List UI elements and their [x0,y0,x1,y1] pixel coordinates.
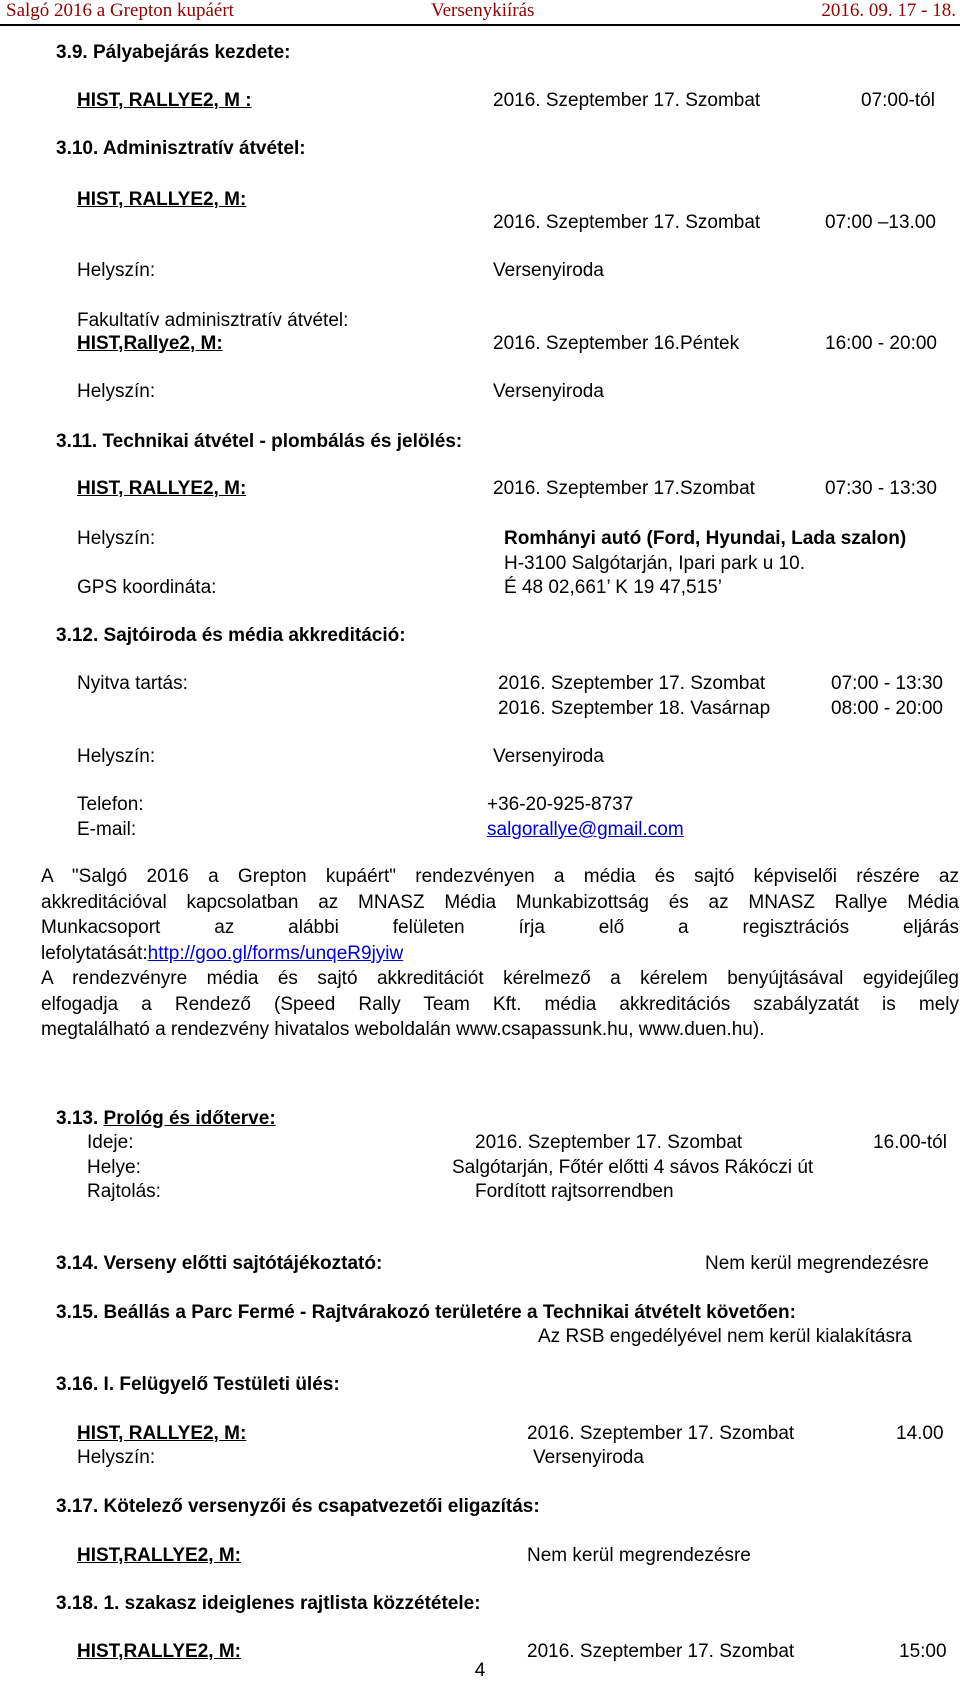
paragraph-line: elfogadja a Rendező (Speed Rally Team Kft. média akkreditációs szabályzatát is mely [41,993,959,1015]
where-label: Helye: [87,1157,141,1178]
media-accreditation-paragraph [41,864,959,1043]
where-value: Salgótarján, Főtér előtti 4 sávos Rákóczi út [452,1157,814,1178]
category-label: HIST,RALLYE2, M: [77,1545,241,1566]
time-value: 14.00 [896,1423,944,1444]
section-heading-3-16: 3.16. I. Felügyelő Testületi ülés: [56,1374,340,1395]
gps-label: GPS koordináta: [77,577,217,598]
section-heading-3-18: 3.18. 1. szakasz ideiglenes rajtlista közzététele: [56,1593,481,1614]
paragraph-line: megtalálható a rendezvény hivatalos weboldalán www.csapassunk.hu, www.duen.hu). [41,1019,765,1040]
category-label: HIST, RALLYE2, M: [77,189,247,210]
start-value: Fordított rajtsorrendben [475,1181,674,1202]
place-label: Helyszín: [77,746,156,767]
section-heading-3-14: 3.14. Verseny előtti sajtótájékoztató: [56,1253,383,1274]
date-value: 2016. Szeptember 17. Szombat [493,212,761,233]
section-heading-3-9: 3.9. Pályabejárás kezdete: [56,42,291,63]
paragraph-line: A rendezvényre média és sajtó akkreditációt kérelmező a kérelem benyújtásával egyidejűleg [41,968,959,989]
time-value: 15:00 [899,1641,947,1662]
header-left: Salgó 2016 a Grepton kupáért [6,0,234,21]
date-value: 2016. Szeptember 17. Szombat [527,1423,795,1444]
section-heading-3-12: 3.12. Sajtóiroda és média akkreditáció: [56,625,406,646]
time-value: 07:00-tól [861,90,935,111]
place-label: Helyszín: [77,381,156,402]
email-link[interactable]: salgorallye@gmail.com [487,819,684,840]
start-label: Rajtolás: [87,1181,161,1202]
optional-admin-heading: Fakultatív adminisztratív átvétel: [77,310,349,331]
email-label: E-mail: [77,819,137,840]
place-value: Versenyiroda [493,260,604,281]
when-label: Ideje: [87,1132,134,1153]
header-center: Versenykiírás [431,0,535,21]
paragraph-line: akkreditációval kapcsolatban az MNASZ Média Munkabizottság és az MNASZ Rallye Média [41,891,959,913]
place-label: Helyszín: [77,260,156,281]
value-text: Nem kerül megrendezésre [527,1545,751,1566]
place-label: Helyszín: [77,1447,156,1468]
value-text: Nem kerül megrendezésre [705,1253,929,1274]
section-heading-3-10: 3.10. Adminisztratív átvétel: [56,138,306,159]
date-value: 2016. Szeptember 17. Szombat [475,1132,743,1153]
section-heading-3-17: 3.17. Kötelező versenyzői és csapatvezetői eligazítás: [56,1496,540,1517]
place-label: Helyszín: [77,528,156,549]
paragraph-line: A "Salgó 2016 a Grepton kupáért" rendezvényen a média és sajtó képviselői részére az [41,866,959,887]
category-label: HIST,RALLYE2, M: [77,1641,241,1662]
registration-form-link[interactable]: http://goo.gl/forms/unqeR9jyiw [147,942,404,964]
time-value: 07:00 - 13:30 [831,673,943,694]
category-label: HIST, RALLYE2, M: [77,1423,247,1444]
time-value: 16.00-tól [873,1132,947,1153]
time-value: 08:00 - 20:00 [831,698,943,719]
paragraph-line [41,941,959,967]
page-header [0,0,960,26]
heading-text: Prológ és időterve: [103,1108,276,1129]
category-label: HIST,Rallye2, M: [77,333,223,354]
phone-label: Telefon: [77,794,144,815]
phone-value: +36-20-925-8737 [487,794,634,815]
section-heading-3-13 [56,1108,276,1130]
place-value: Romhányi autó (Ford, Hyundai, Lada szalon) [504,528,907,549]
opening-hours-label: Nyitva tartás: [77,673,188,694]
gps-value: É 48 02,661’ K 19 47,515’ [504,577,722,598]
date-value: 2016. Szeptember 17. Szombat [527,1641,795,1662]
paragraph-text: lefolytatását: [41,942,148,964]
date-value: 2016. Szeptember 18. Vasárnap [498,698,771,719]
place-value: Versenyiroda [533,1447,644,1468]
time-value: 07:30 - 13:30 [825,478,937,499]
header-rule [0,24,960,26]
section-heading-3-11: 3.11. Technikai átvétel - plombálás és jelölés: [56,431,463,452]
date-value: 2016. Szeptember 17. Szombat [493,90,761,111]
date-value: 2016. Szeptember 17. Szombat [498,673,766,694]
date-value: 2016. Szeptember 17.Szombat [493,478,755,499]
value-text: Az RSB engedélyével nem kerül kialakításra [538,1326,912,1347]
heading-number: 3.13. [56,1108,99,1129]
time-value: 07:00 –13.00 [825,212,936,233]
time-value: 16:00 - 20:00 [825,333,937,354]
date-value: 2016. Szeptember 16.Péntek [493,333,740,354]
address-value: H-3100 Salgótarján, Ipari park u 10. [504,553,806,574]
place-value: Versenyiroda [493,746,604,767]
category-label: HIST, RALLYE2, M: [77,478,247,499]
page-number: 4 [474,1660,486,1681]
paragraph-line: Munkacsoport az alábbi felületen írja elő a regisztrációs eljárás [41,917,959,938]
section-heading-3-15: 3.15. Beállás a Parc Fermé - Rajtvárakozó területére a Technikai átvételt követően: [56,1302,796,1323]
place-value: Versenyiroda [493,381,604,402]
category-label: HIST, RALLYE2, M : [77,90,252,111]
header-right: 2016. 09. 17 - 18. [821,0,956,21]
